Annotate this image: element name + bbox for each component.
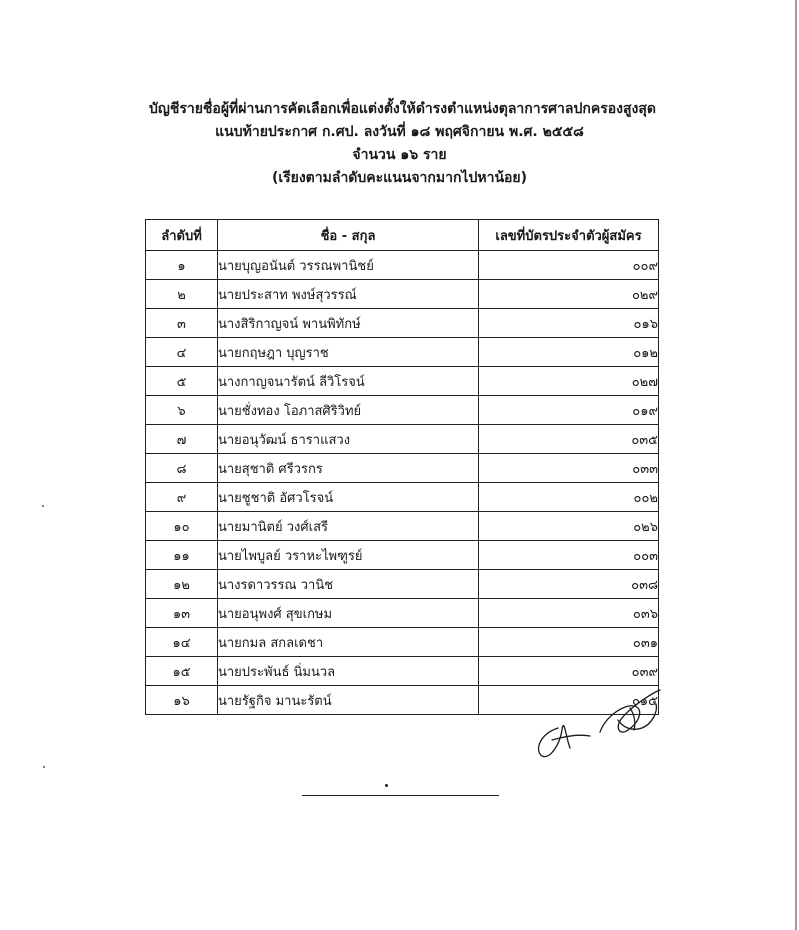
scan-speck (42, 505, 44, 507)
name-cell: นายอนุวัฒน์ ธาราแสวง (218, 425, 479, 454)
name-cell: นายบุญอนันต์ วรรณพานิชย์ (218, 251, 479, 280)
app-id-cell: ๐๓๓ (479, 454, 659, 483)
rank-cell: ๑๐ (146, 512, 218, 541)
table-row (146, 309, 659, 338)
app-id-cell: ๐๓๖ (479, 599, 659, 628)
title-line-1: บัญชีรายชื่อผู้ที่ผ่านการคัดเลือกเพื่อแต่งตั้งให้ดำรงตำแหน่งตุลาการศาลปกครองสูงสุด (149, 101, 656, 117)
table-row (146, 599, 659, 628)
rank-cell: ๑๑ (146, 541, 218, 570)
app-id-cell: ๐๓๘ (479, 570, 659, 599)
table-row (146, 512, 659, 541)
name-cell: นายชั่งทอง โอภาสศิริวิทย์ (218, 396, 479, 425)
table-row (146, 251, 659, 280)
table-row (146, 280, 659, 309)
name-cell: นายสุชาติ ศรีวรกร (218, 454, 479, 483)
app-id-cell: ๐๑๒ (479, 338, 659, 367)
column-header-rank: ลำดับที่ (146, 220, 218, 251)
table-row (146, 425, 659, 454)
rank-cell: ๔ (146, 338, 218, 367)
rank-cell: ๒ (146, 280, 218, 309)
table-row (146, 338, 659, 367)
table-row (146, 367, 659, 396)
app-id-cell: ๐๐๒ (479, 483, 659, 512)
column-header-app-id: เลขที่บัตรประจำตัวผู้สมัคร (479, 220, 659, 251)
app-id-cell: ๐๓๙ (479, 657, 659, 686)
app-id-cell: ๐๐๙ (479, 251, 659, 280)
name-cell: นายรัฐกิจ มานะรัตน์ (218, 686, 479, 715)
handwritten-signature (530, 682, 670, 762)
rank-cell: ๓ (146, 309, 218, 338)
rank-cell: ๕ (146, 367, 218, 396)
app-id-cell: ๐๑๕ (479, 686, 659, 715)
app-id-cell: ๐๒๗ (479, 367, 659, 396)
table-row (146, 483, 659, 512)
app-id-cell: ๐๒๖ (479, 512, 659, 541)
app-id-cell: ๐๐๓ (479, 541, 659, 570)
name-cell: นายอนุพงศ์ สุขเกษม (218, 599, 479, 628)
rank-cell: ๖ (146, 396, 218, 425)
scan-speck (43, 766, 45, 768)
table-row (146, 628, 659, 657)
name-cell: นายกฤษฎา บุญราช (218, 338, 479, 367)
title-line-2: แนบท้ายประกาศ ก.ศป. ลงวันที่ ๑๘ พฤศจิกายน พ.ศ. ๒๕๕๘ (215, 124, 584, 140)
name-cell: นายมานิตย์ วงศ์เสรี (218, 512, 479, 541)
name-cell: นางสิริกาญจน์ พานพิทักษ์ (218, 309, 479, 338)
rank-cell: ๗ (146, 425, 218, 454)
name-cell: นายชูชาติ อัศวโรจน์ (218, 483, 479, 512)
rank-cell: ๘ (146, 454, 218, 483)
rank-cell: ๑๔ (146, 628, 218, 657)
rank-cell: ๑๕ (146, 657, 218, 686)
title-line-4: (เรียงตามลำดับคะแนนจากมากไปหาน้อย) (271, 170, 528, 186)
rank-cell: ๑๓ (146, 599, 218, 628)
app-id-cell: ๐๓๑ (479, 628, 659, 657)
rank-cell: ๑๒ (146, 570, 218, 599)
app-id-cell: ๐๒๙ (479, 280, 659, 309)
table-row (146, 541, 659, 570)
document-header (0, 98, 799, 190)
rank-cell: ๑ (146, 251, 218, 280)
app-id-cell: ๐๓๕ (479, 425, 659, 454)
app-id-cell: ๐๑๙ (479, 396, 659, 425)
name-cell: นายประพันธ์ นิ่มนวล (218, 657, 479, 686)
name-cell: นางกาญจนารัตน์ ลีวิโรจน์ (218, 367, 479, 396)
name-cell: นายไพบูลย์ วราหะไพฑูรย์ (218, 541, 479, 570)
table-header-row (146, 220, 659, 251)
name-cell: นายกมล สกลเดชา (218, 628, 479, 657)
candidate-table (145, 219, 659, 715)
column-header-name: ชื่อ - สกุล (218, 220, 479, 251)
table-row (146, 396, 659, 425)
app-id-cell: ๐๑๖ (479, 309, 659, 338)
table-row (146, 570, 659, 599)
table-row (146, 454, 659, 483)
name-cell: นางรดาวรรณ วานิช (218, 570, 479, 599)
signature-dot (385, 784, 388, 787)
title-line-3: จำนวน ๑๖ ราย (352, 147, 447, 163)
name-cell: นายประสาท พงษ์สุวรรณ์ (218, 280, 479, 309)
rank-cell: ๑๖ (146, 686, 218, 715)
rank-cell: ๙ (146, 483, 218, 512)
signature-line (302, 795, 499, 796)
